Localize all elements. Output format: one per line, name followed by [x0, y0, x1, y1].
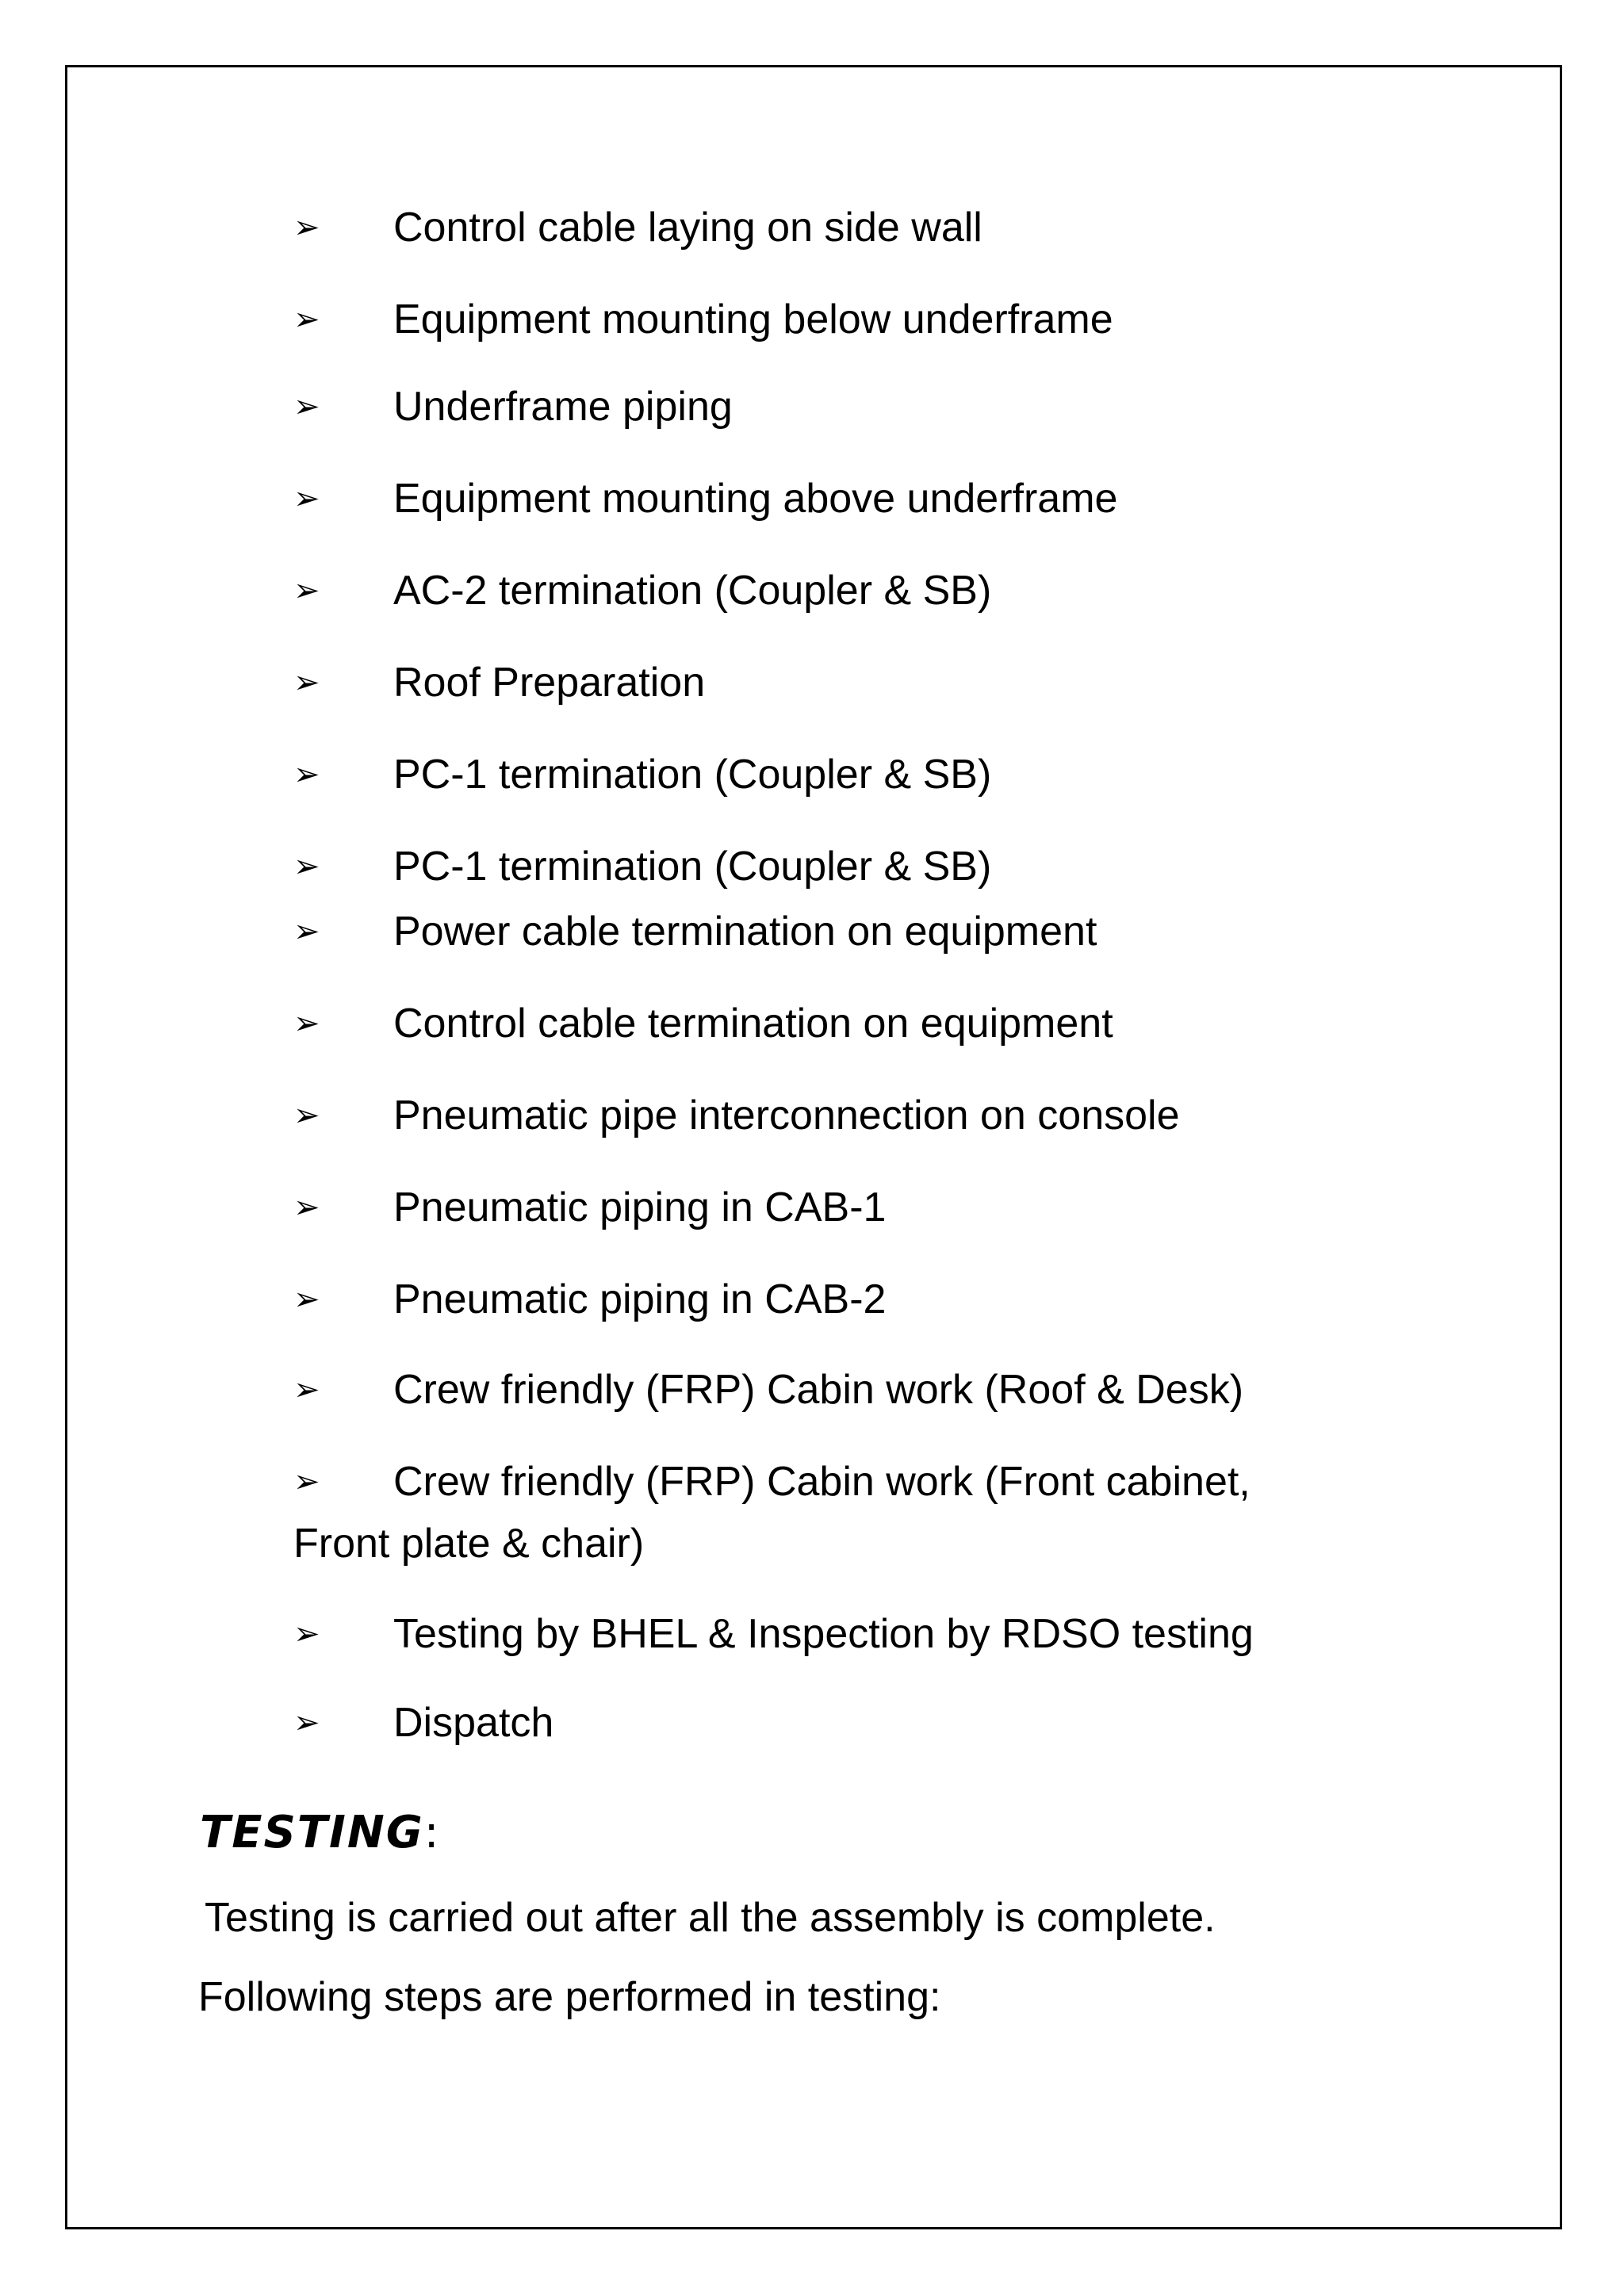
section-heading — [200, 1801, 441, 1865]
arrow-bullet-icon: ➢ — [293, 1372, 320, 1407]
list-item-text: PC-1 termination (Coupler & SB) — [393, 752, 992, 798]
list-item-text: Equipment mounting below underframe — [393, 297, 1113, 342]
arrow-bullet-icon: ➢ — [293, 573, 320, 608]
list-item-text: Control cable laying on side wall — [393, 205, 982, 251]
list-item-text: Crew friendly (FRP) Cabin work (Front cabinet, Front plate & chair) — [293, 1459, 1251, 1567]
arrow-bullet-icon: ➢ — [293, 1282, 320, 1317]
arrow-bullet-icon: ➢ — [293, 1190, 320, 1225]
list-item-text: Testing by BHEL & Inspection by RDSO testing — [393, 1611, 1254, 1657]
list-item-text: Equipment mounting above underframe — [393, 476, 1118, 522]
list-item-text: Roof Preparation — [393, 660, 706, 706]
arrow-bullet-icon: ➢ — [293, 1464, 320, 1499]
arrow-bullet-icon: ➢ — [293, 210, 320, 245]
arrow-bullet-icon: ➢ — [293, 389, 320, 424]
arrow-bullet-icon: ➢ — [293, 481, 320, 516]
arrow-bullet-icon: ➢ — [293, 1098, 320, 1133]
arrow-bullet-icon: ➢ — [293, 665, 320, 700]
arrow-bullet-icon: ➢ — [293, 1006, 320, 1041]
list-item — [293, 1451, 1340, 1575]
list-item-text: Power cable termination on equipment — [393, 909, 1097, 955]
list-item-text: Underframe piping — [393, 384, 733, 430]
paragraph-line-1: Testing is carried out after all the assembly is complete. — [205, 1895, 1216, 1941]
list-item-text: Control cable termination on equipment — [393, 1001, 1113, 1047]
list-item-text: Crew friendly (FRP) Cabin work (Roof & Desk) — [393, 1367, 1244, 1413]
paragraph-line-2: Following steps are performed in testing: — [198, 1974, 941, 2020]
list-item-text: PC-1 termination (Coupler & SB) — [393, 844, 992, 890]
arrow-bullet-icon: ➢ — [293, 1617, 320, 1651]
arrow-bullet-icon: ➢ — [293, 849, 320, 884]
arrow-bullet-icon: ➢ — [293, 302, 320, 337]
arrow-bullet-icon: ➢ — [293, 1705, 320, 1740]
section-heading-colon: : — [423, 1807, 441, 1858]
list-item-text: Pneumatic pipe interconnection on console — [393, 1093, 1180, 1138]
section-heading-text: TESTING — [200, 1807, 424, 1858]
list-item-text: Pneumatic piping in CAB-2 — [393, 1276, 887, 1322]
list-item-text: Pneumatic piping in CAB-1 — [393, 1184, 887, 1230]
arrow-bullet-icon: ➢ — [293, 757, 320, 792]
arrow-bullet-icon: ➢ — [293, 914, 320, 949]
list-item-text: AC-2 termination (Coupler & SB) — [393, 568, 992, 614]
list-item-text: Dispatch — [393, 1700, 554, 1746]
